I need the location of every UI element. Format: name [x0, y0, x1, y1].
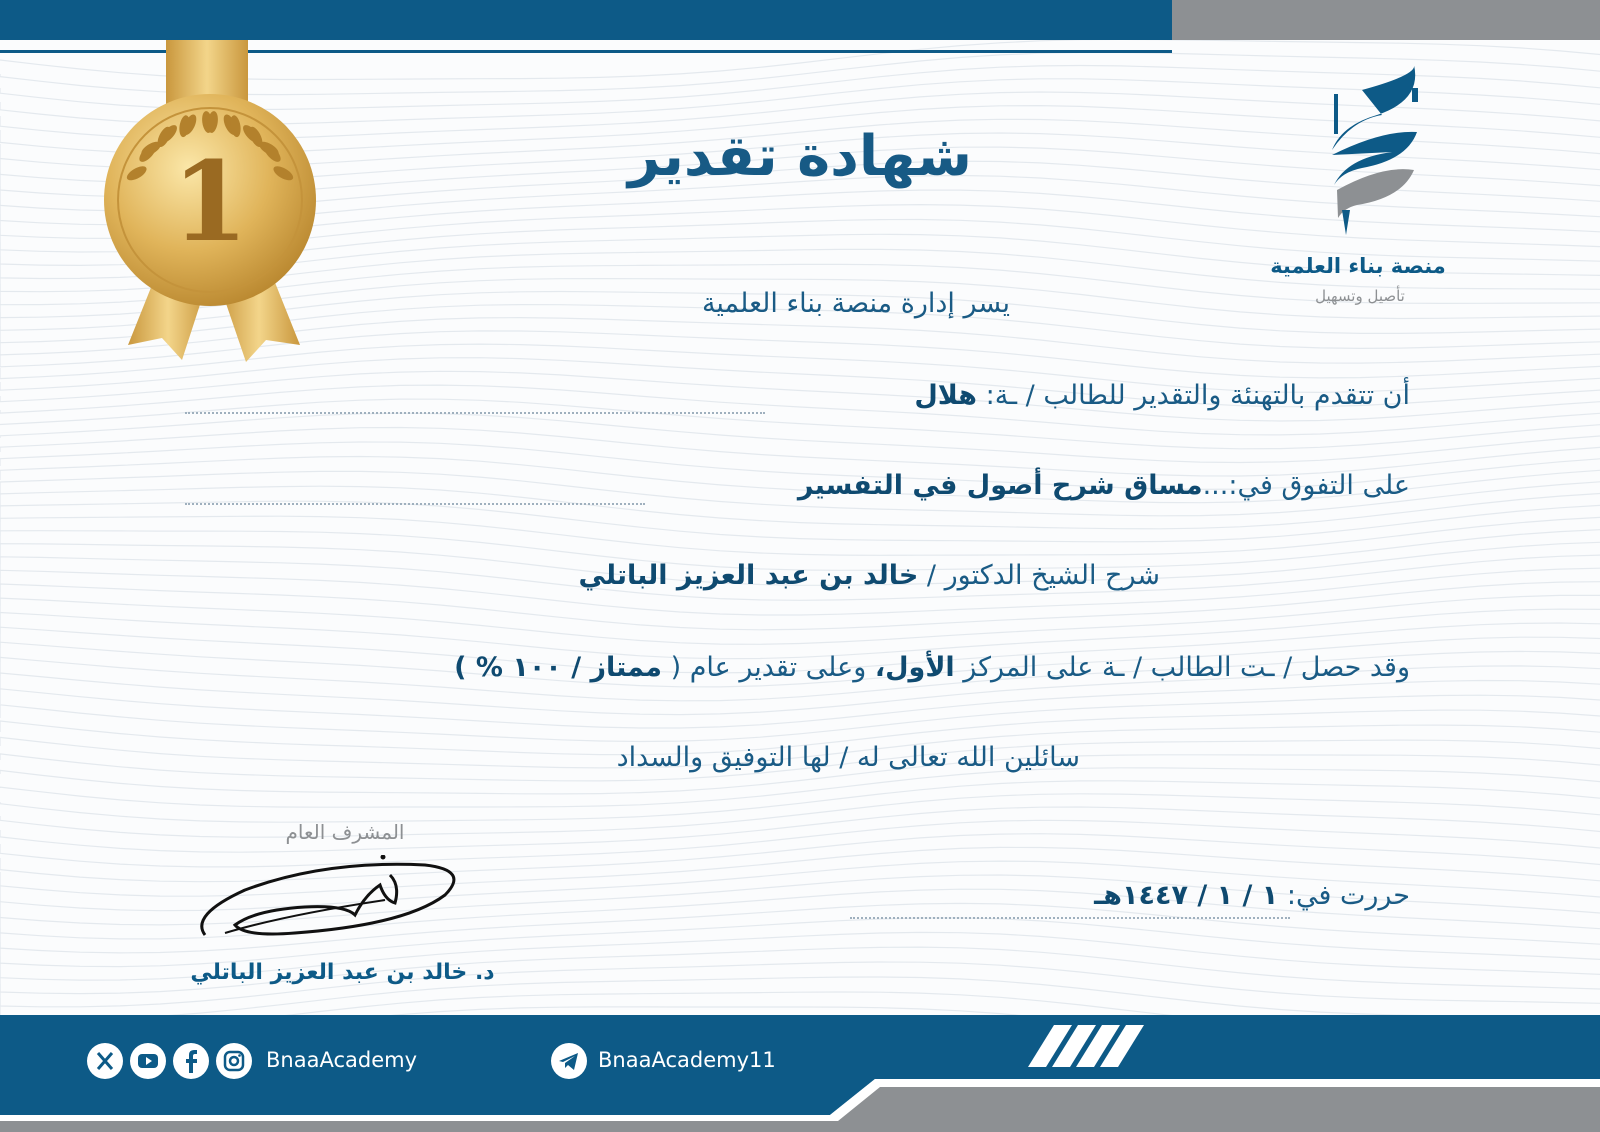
facebook-icon[interactable] [173, 1043, 209, 1079]
date-label: حررت في: [1286, 880, 1410, 911]
sheikh-prefix: شرح الشيخ الدكتور / [926, 560, 1160, 591]
date-line [1094, 880, 1410, 911]
grade: ممتاز / ١٠٠ % ) [454, 652, 662, 683]
sheikh-line [579, 560, 1161, 591]
course-dotted-line [185, 503, 645, 505]
date-value: ١ / ١ / ١٤٤٧هـ [1094, 880, 1279, 911]
logo-tagline: تأصيل وتسهيل [1315, 287, 1405, 305]
recipient-line [914, 380, 1410, 411]
excellence-line [798, 470, 1410, 501]
recipient-dotted-line [185, 412, 765, 414]
grade-prefix: وعلى تقدير عام ( [670, 652, 867, 683]
result-line [454, 652, 1410, 683]
date-dotted-line [850, 917, 1290, 919]
certificate-title: شهادة تقدير [628, 124, 972, 189]
telegram-icon[interactable] [551, 1043, 587, 1079]
telegram-handle[interactable]: BnaaAcademy11 [598, 1048, 776, 1072]
instagram-icon[interactable] [216, 1043, 252, 1079]
result-prefix: وقد حصل / ـت الطالب / ـة على المركز [963, 652, 1410, 683]
youtube-icon[interactable] [130, 1043, 166, 1079]
course-name: مساق شرح أصول في التفسير [797, 470, 1203, 501]
recipient-name: هلال [914, 380, 978, 411]
intro-text: يسر إدارة منصة بناء العلمية [701, 288, 1010, 319]
social-handle[interactable]: BnaaAcademy [266, 1048, 417, 1072]
signature-icon [185, 855, 475, 955]
supervisor-title: المشرف العام [285, 820, 405, 844]
sheikh-name: خالد بن عبد العزيز الباتلي [578, 560, 919, 591]
logo-name: منصة بناء العلمية [1270, 254, 1446, 278]
supervisor-name: د. خالد بن عبد العزيز الباتلي [190, 960, 495, 985]
bnaa-logo-icon [1322, 60, 1432, 250]
medal-number: 1 [171, 137, 249, 266]
x-icon[interactable] [87, 1043, 123, 1079]
rank: الأول، [874, 652, 955, 683]
excellence-prefix: على التفوق في:... [1202, 470, 1410, 501]
recipient-prefix: أن تتقدم بالتهنئة والتقدير للطالب / ـة: [985, 380, 1410, 411]
closing-text: سائلين الله تعالى له / لها التوفيق والسداد [616, 742, 1080, 773]
gold-medal-icon [100, 40, 330, 370]
